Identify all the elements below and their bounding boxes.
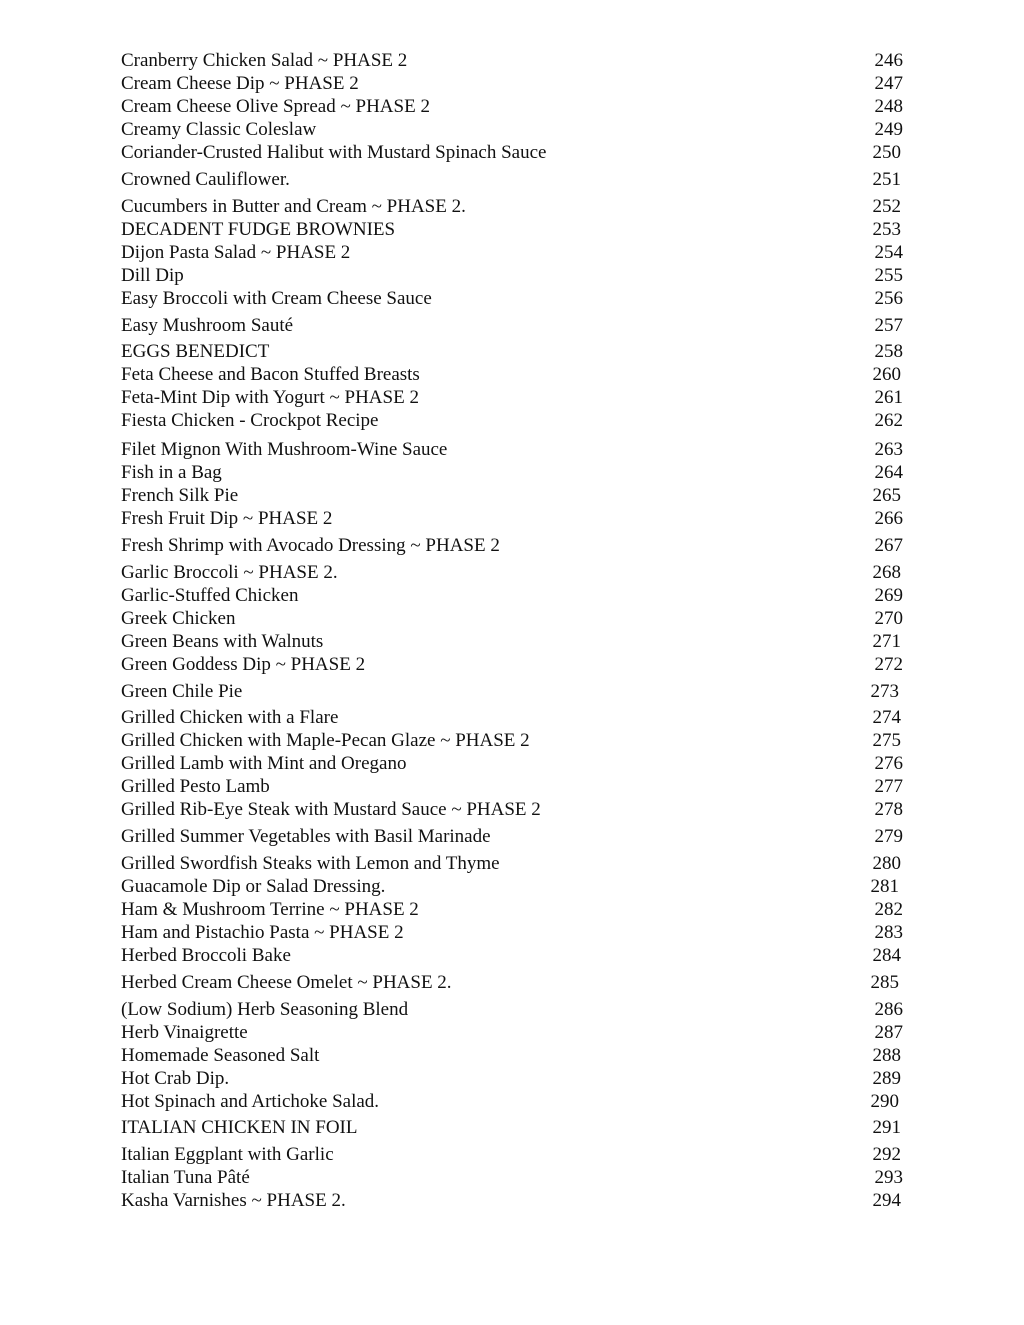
entry-page-number: 258 — [874, 341, 903, 362]
index-entry — [0, 169, 1024, 191]
entry-title: Grilled Chicken with a Flare — [121, 707, 339, 728]
entry-page-number: 251 — [872, 169, 901, 190]
entry-page-number: 253 — [872, 219, 901, 240]
entry-title: Grilled Summer Vegetables with Basil Marinade — [121, 826, 491, 847]
entry-title: Green Chile Pie — [121, 681, 243, 702]
entry-page-number: 279 — [874, 826, 903, 847]
entry-title: Garlic Broccoli ~ PHASE 2. — [121, 562, 338, 583]
entry-page-number: 282 — [874, 899, 903, 920]
entry-title: Ham & Mushroom Terrine ~ PHASE 2 — [121, 899, 419, 920]
index-entry — [0, 119, 1024, 141]
entry-title: Guacamole Dip or Salad Dressing. — [121, 876, 386, 897]
index-entry — [0, 730, 1024, 752]
index-entry — [0, 315, 1024, 337]
entry-title: Cranberry Chicken Salad ~ PHASE 2 — [121, 50, 408, 71]
entry-title: Ham and Pistachio Pasta ~ PHASE 2 — [121, 922, 404, 943]
entry-page-number: 268 — [872, 562, 901, 583]
index-entry — [0, 826, 1024, 848]
index-entry — [0, 142, 1024, 164]
index-entry — [0, 1167, 1024, 1189]
index-entry — [0, 242, 1024, 264]
entry-title: Green Beans with Walnuts — [121, 631, 324, 652]
entry-title: Grilled Lamb with Mint and Oregano — [121, 753, 407, 774]
entry-page-number: 249 — [874, 119, 903, 140]
entry-page-number: 257 — [874, 315, 903, 336]
entry-page-number: 273 — [870, 681, 899, 702]
entry-page-number: 261 — [874, 387, 903, 408]
entry-title: Greek Chicken — [121, 608, 236, 629]
index-entry — [0, 96, 1024, 118]
entry-title: Kasha Varnishes ~ PHASE 2. — [121, 1190, 346, 1211]
entry-page-number: 292 — [872, 1144, 901, 1165]
index-entry — [0, 899, 1024, 921]
entry-title: Dill Dip — [121, 265, 184, 286]
index-entry — [0, 410, 1024, 432]
entry-page-number: 290 — [870, 1091, 899, 1112]
index-entry — [0, 1190, 1024, 1212]
entry-page-number: 291 — [872, 1117, 901, 1138]
entry-title: Homemade Seasoned Salt — [121, 1045, 320, 1066]
index-entry — [0, 999, 1024, 1021]
entry-title: Feta-Mint Dip with Yogurt ~ PHASE 2 — [121, 387, 419, 408]
index-entry — [0, 387, 1024, 409]
entry-title: Garlic-Stuffed Chicken — [121, 585, 299, 606]
entry-title: Cream Cheese Olive Spread ~ PHASE 2 — [121, 96, 430, 117]
entry-page-number: 281 — [870, 876, 899, 897]
entry-page-number: 283 — [874, 922, 903, 943]
index-entry — [0, 439, 1024, 461]
entry-page-number: 252 — [872, 196, 901, 217]
entry-title: Herb Vinaigrette — [121, 1022, 248, 1043]
entry-page-number: 255 — [874, 265, 903, 286]
index-entry — [0, 364, 1024, 386]
index-entry — [0, 631, 1024, 653]
entry-page-number: 265 — [872, 485, 901, 506]
entry-title: EGGS BENEDICT — [121, 341, 270, 362]
index-entry — [0, 1091, 1024, 1113]
entry-title: DECADENT FUDGE BROWNIES — [121, 219, 396, 240]
index-entry — [0, 681, 1024, 703]
entry-title: French Silk Pie — [121, 485, 239, 506]
index-entry — [0, 562, 1024, 584]
entry-page-number: 274 — [872, 707, 901, 728]
entry-page-number: 263 — [874, 439, 903, 460]
entry-title: Hot Crab Dip. — [121, 1068, 230, 1089]
index-entry — [0, 288, 1024, 310]
index-entry — [0, 753, 1024, 775]
entry-title: Cucumbers in Butter and Cream ~ PHASE 2. — [121, 196, 466, 217]
index-entry — [0, 799, 1024, 821]
entry-title: Hot Spinach and Artichoke Salad. — [121, 1091, 380, 1112]
entry-page-number: 286 — [874, 999, 903, 1020]
index-entry — [0, 608, 1024, 630]
entry-title: Dijon Pasta Salad ~ PHASE 2 — [121, 242, 351, 263]
entry-page-number: 288 — [872, 1045, 901, 1066]
index-entry — [0, 462, 1024, 484]
entry-page-number: 276 — [874, 753, 903, 774]
entry-page-number: 284 — [872, 945, 901, 966]
index-entry — [0, 1117, 1024, 1139]
entry-title: Feta Cheese and Bacon Stuffed Breasts — [121, 364, 420, 385]
index-entry — [0, 922, 1024, 944]
entry-title: Grilled Pesto Lamb — [121, 776, 270, 797]
index-entry — [0, 776, 1024, 798]
entry-title: Italian Eggplant with Garlic — [121, 1144, 334, 1165]
index-entry — [0, 945, 1024, 967]
index-entry — [0, 654, 1024, 676]
entry-title: Grilled Swordfish Steaks with Lemon and Thyme — [121, 853, 500, 874]
entry-page-number: 254 — [874, 242, 903, 263]
index-entry — [0, 1068, 1024, 1090]
entry-page-number: 264 — [874, 462, 903, 483]
entry-title: Grilled Chicken with Maple-Pecan Glaze ~ PHASE 2 — [121, 730, 530, 751]
index-entry — [0, 219, 1024, 241]
entry-title: Grilled Rib-Eye Steak with Mustard Sauce ~ PHASE 2 — [121, 799, 541, 820]
index-entry — [0, 73, 1024, 95]
entry-title: Italian Tuna Pâté — [121, 1167, 250, 1188]
entry-title: Green Goddess Dip ~ PHASE 2 — [121, 654, 366, 675]
entry-page-number: 275 — [872, 730, 901, 751]
entry-title: Fresh Fruit Dip ~ PHASE 2 — [121, 508, 333, 529]
entry-page-number: 271 — [872, 631, 901, 652]
entry-title: Cream Cheese Dip ~ PHASE 2 — [121, 73, 359, 94]
entry-title: Creamy Classic Coleslaw — [121, 119, 317, 140]
entry-title: Fiesta Chicken - Crockpot Recipe — [121, 410, 379, 431]
entry-page-number: 256 — [874, 288, 903, 309]
entry-title: Fresh Shrimp with Avocado Dressing ~ PHASE 2 — [121, 535, 500, 556]
index-entry — [0, 1022, 1024, 1044]
index-entry — [0, 535, 1024, 557]
entry-page-number: 262 — [874, 410, 903, 431]
entry-page-number: 248 — [874, 96, 903, 117]
entry-page-number: 266 — [874, 508, 903, 529]
index-entry — [0, 485, 1024, 507]
index-entry — [0, 196, 1024, 218]
entry-title: Easy Broccoli with Cream Cheese Sauce — [121, 288, 432, 309]
index-entry — [0, 50, 1024, 72]
index-entry — [0, 341, 1024, 363]
entry-title: Easy Mushroom Sauté — [121, 315, 294, 336]
index-entry — [0, 707, 1024, 729]
entry-page-number: 246 — [874, 50, 903, 71]
entry-page-number: 247 — [874, 73, 903, 94]
entry-page-number: 270 — [874, 608, 903, 629]
index-entry — [0, 853, 1024, 875]
entry-title: ITALIAN CHICKEN IN FOIL — [121, 1117, 358, 1138]
index-entry — [0, 585, 1024, 607]
entry-page-number: 267 — [874, 535, 903, 556]
index-entry — [0, 972, 1024, 994]
entry-page-number: 289 — [872, 1068, 901, 1089]
entry-page-number: 287 — [874, 1022, 903, 1043]
entry-title: Coriander-Crusted Halibut with Mustard Spinach Sauce — [121, 142, 547, 163]
entry-title: Filet Mignon With Mushroom-Wine Sauce — [121, 439, 448, 460]
entry-page-number: 272 — [874, 654, 903, 675]
index-entry — [0, 508, 1024, 530]
entry-page-number: 294 — [872, 1190, 901, 1211]
entry-page-number: 280 — [872, 853, 901, 874]
entry-title: (Low Sodium) Herb Seasoning Blend — [121, 999, 409, 1020]
entry-page-number: 269 — [874, 585, 903, 606]
entry-page-number: 260 — [872, 364, 901, 385]
entry-page-number: 277 — [874, 776, 903, 797]
index-entry — [0, 1045, 1024, 1067]
entry-page-number: 285 — [870, 972, 899, 993]
entry-title: Herbed Broccoli Bake — [121, 945, 291, 966]
entry-title: Crowned Cauliflower. — [121, 169, 290, 190]
entry-title: Herbed Cream Cheese Omelet ~ PHASE 2. — [121, 972, 452, 993]
index-entry — [0, 1144, 1024, 1166]
entry-page-number: 250 — [872, 142, 901, 163]
entry-title: Fish in a Bag — [121, 462, 222, 483]
entry-page-number: 278 — [874, 799, 903, 820]
entry-page-number: 293 — [874, 1167, 903, 1188]
index-entry — [0, 265, 1024, 287]
index-entry — [0, 876, 1024, 898]
